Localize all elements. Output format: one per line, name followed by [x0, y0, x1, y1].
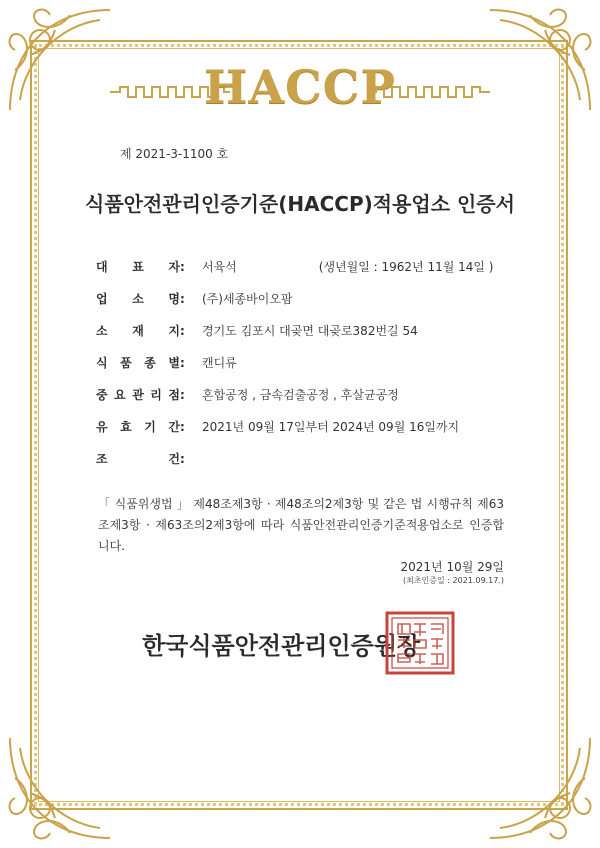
certification-statement: 「 식품위생법 」 제48조제3항 · 제48조의2제3항 및 같은 법 시행규칙 제63조제3항 · 제63조의2제3항에 따라 식품안전관리인증기준적용업소로 인증합니다.	[98, 497, 504, 553]
field-value: 경기도 김포시 대곶면 대곶로382번길 54	[202, 324, 418, 338]
field-birthdate: (생년월일 : 1962년 11월 14일 )	[318, 260, 494, 274]
ornament-corner-bottom-left	[0, 728, 120, 848]
issuer-name: 한국식품안전관리인증원장	[142, 632, 421, 660]
field-label: 소 재 지	[96, 324, 180, 338]
certificate-number: 제 2021-3-1100 호	[120, 147, 229, 161]
field-label: 식 품 종 별	[96, 356, 180, 370]
field-row-critical-control-points: 중 요 관 리 점 : 혼합공정 , 금속검출공정 , 후살균공정	[96, 388, 399, 402]
field-value: 혼합공정 , 금속검출공정 , 후살균공정	[202, 388, 399, 402]
first-certification-date: (최초인증일 : 2021.09.17.)	[402, 576, 504, 585]
greek-key-ornament-right	[370, 85, 490, 99]
ornament-corner-bottom-right	[480, 728, 600, 848]
field-row-representative: 대 표 자 : 서육석 (생년월일 : 1962년 11월 14일 )	[96, 260, 494, 274]
field-row-address: 소 재 지 : 경기도 김포시 대곶면 대곶로382번길 54	[96, 324, 418, 338]
field-label: 조 건	[96, 452, 180, 466]
field-value: 서육석	[202, 260, 237, 274]
field-row-food-type: 식 품 종 별 : 캔디류	[96, 356, 237, 370]
field-row-conditions: 조 건 :	[96, 452, 185, 466]
field-value: 캔디류	[202, 356, 237, 370]
field-label: 유 효 기 간	[96, 420, 180, 434]
field-row-business-name: 업 소 명 : (주)세종바이오팜	[96, 292, 293, 306]
field-label: 대 표 자	[96, 260, 180, 274]
issue-date: 2021년 10월 29일	[400, 560, 504, 574]
field-row-validity-period: 유 효 기 간 : 2021년 09월 17일부터 2024년 09월 16일까지	[96, 420, 460, 434]
field-value: 2021년 09월 17일부터 2024년 09월 16일까지	[202, 420, 460, 434]
haccp-logo-text: HACCP	[204, 60, 396, 114]
certificate-title: 식품안전관리인증기준(HACCP)적용업소 인증서	[85, 192, 515, 216]
field-value: (주)세종바이오팜	[202, 292, 293, 306]
field-label: 업 소 명	[96, 292, 180, 306]
field-label: 중 요 관 리 점	[96, 388, 180, 402]
official-seal-stamp	[384, 610, 456, 676]
